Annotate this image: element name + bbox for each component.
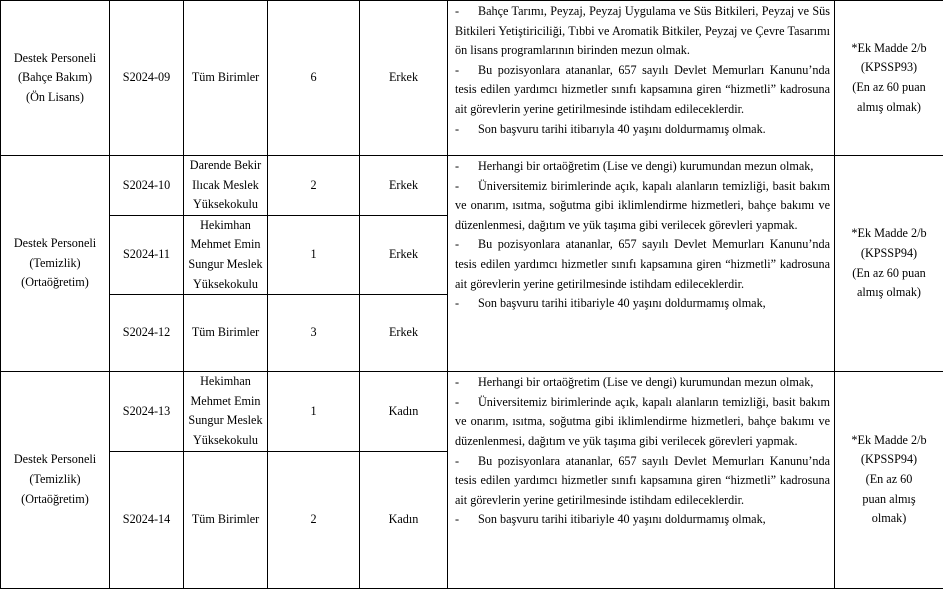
table-row [1,1,943,156]
requirement-item: - Son başvuru tarihi itibariyle 40 yaşını doldurmamış olmak, [455,510,830,530]
position-line: Destek Personeli [3,234,107,254]
requirements-cell [448,372,835,588]
unit-cell [184,295,268,372]
position-line: (Ortaöğretim) [3,490,107,510]
requirement-item: - Herhangi bir ortaöğretim (Lise ve dengi) kurumundan mezun olmak, [455,373,830,393]
requirement-item: - Bu pozisyonlara atananlar, 657 sayılı Devlet Memurları Kanunu’nda tesis edilen yardımcı hizmetler sınıfı kapsamına giren “hizmetli” kadrosuna ait görevlerin yerine getirilmesinde istihdam edileceklerdir. [455,452,830,511]
requirement-text: Son başvuru tarihi itibariyle 40 yaşını doldurmamış olmak, [478,296,766,310]
unit-line: Sungur Meslek [186,411,265,431]
requirement-item: - Bahçe Tarımı, Peyzaj, Peyzaj Uygulama ve Süs Bitkileri, Peyzaj ve Süs Bitkileri Yetiştiriciliği, Tıbbi ve Aromatik Bitkiler, Peyzaj ve Çevre Tasarımı ön lisans programlarının birinden mezun olmak. [455,2,830,61]
requirement-item: - Bu pozisyonlara atananlar, 657 sayılı Devlet Memurları Kanunu’nda tesis edilen yardımcı hizmetler sınıfı kapsamına giren “hizmetli” kadrosuna ait görevlerin yerine getirilmesinde istihdam edileceklerdir. [455,61,830,120]
position-line: (Temizlik) [3,470,107,490]
unit-line: Tüm Birimler [186,323,265,343]
score-line: almış olmak) [837,98,941,118]
position-line: Destek Personeli [3,49,107,69]
code-cell: S2024-14 [110,451,184,588]
unit-line: Hekimhan [186,372,265,392]
requirement-text: Bu pozisyonlara atananlar, 657 sayılı Devlet Memurları Kanunu’nda tesis edilen yardımcı hizmetler sınıfı kapsamına giren “hizmetli” kadrosuna ait görevlerin yerine getirilmesinde istihdam edileceklerdir. [455,454,830,507]
gender-cell: Erkek [360,156,448,216]
gender-cell: Erkek [360,1,448,156]
score-cell [835,156,943,372]
code-cell: S2024-12 [110,295,184,372]
unit-line: Ilıcak Meslek [186,176,265,196]
unit-line: Yüksekokulu [186,195,265,215]
count-cell: 2 [268,451,360,588]
score-line: puan almış [837,490,941,510]
unit-line: Yüksekokulu [186,431,265,451]
position-line: (Ortaöğretim) [3,273,107,293]
position-line: (Ön Lisans) [3,88,107,108]
count-cell: 2 [268,156,360,216]
requirement-text: Herhangi bir ortaöğretim (Lise ve dengi) kurumundan mezun olmak, [478,375,813,389]
count-cell: 1 [268,372,360,451]
requirement-text: Son başvuru tarihi itibarıyla 40 yaşını doldurmamış olmak. [478,122,766,136]
position-cell [1,156,110,372]
score-line: olmak) [837,509,941,529]
score-cell [835,372,943,588]
gender-cell: Kadın [360,451,448,588]
unit-line: Mehmet Emin [186,235,265,255]
requirement-text: Bu pozisyonlara atananlar, 657 sayılı Devlet Memurları Kanunu’nda tesis edilen yardımcı hizmetler sınıfı kapsamına giren “hizmetli” kadrosuna ait görevlerin yerine getirilmesinde istihdam edileceklerdir. [455,63,830,116]
position-line: (Bahçe Bakım) [3,68,107,88]
table-row [1,372,943,451]
gender-cell: Kadın [360,372,448,451]
unit-line: Sungur Meslek [186,255,265,275]
score-line: (En az 60 puan [837,264,941,284]
unit-line: Tüm Birimler [186,510,265,530]
count-cell: 1 [268,215,360,294]
score-line: *Ek Madde 2/b [837,39,941,59]
requirement-item: - Son başvuru tarihi itibariyle 40 yaşını doldurmamış olmak, [455,294,830,314]
requirement-text: Üniversitemiz birimlerinde açık, kapalı alanların temizliği, basit bakım ve onarım, ısıtma, soğutma gibi iklimlendirme hizmetleri, bahçe bakımı ve düzenlenmesi, dağıtım ve yük taşıma gibi verilecek görevleri yapmak. [455,395,830,448]
requirement-text: Herhangi bir ortaöğretim (Lise ve dengi) kurumundan mezun olmak, [478,159,813,173]
requirement-text: Son başvuru tarihi itibariyle 40 yaşını doldurmamış olmak, [478,512,766,526]
score-line: (KPSSP94) [837,244,941,264]
score-line: (KPSSP93) [837,58,941,78]
table-row [1,156,943,216]
unit-line: Yüksekokulu [186,275,265,295]
unit-cell [184,156,268,216]
count-cell: 3 [268,295,360,372]
unit-line: Tüm Birimler [186,68,265,88]
requirement-item: - Üniversitemiz birimlerinde açık, kapalı alanların temizliği, basit bakım ve onarım, ısıtma, soğutma gibi iklimlendirme hizmetleri, bahçe bakımı ve düzenlenmesi, dağıtım ve yük taşıma gibi verilecek görevleri yapmak. [455,393,830,452]
requirement-item: - Herhangi bir ortaöğretim (Lise ve dengi) kurumundan mezun olmak, [455,157,830,177]
position-line: Destek Personeli [3,450,107,470]
score-line: (En az 60 [837,470,941,490]
score-line: (En az 60 puan [837,78,941,98]
unit-line: Darende Bekir [186,156,265,176]
unit-cell [184,1,268,156]
requirements-cell [448,156,835,372]
requirement-item: - Son başvuru tarihi itibarıyla 40 yaşını doldurmamış olmak. [455,120,830,140]
code-cell: S2024-10 [110,156,184,216]
score-line: *Ek Madde 2/b [837,431,941,451]
position-cell [1,372,110,588]
count-cell: 6 [268,1,360,156]
requirement-text: Üniversitemiz birimlerinde açık, kapalı alanların temizliği, basit bakım ve onarım, ısıtma, soğutma gibi iklimlendirme hizmetleri, bahçe bakımı ve düzenlenmesi, dağıtım ve yük taşıma gibi verilecek görevleri yapmak. [455,179,830,232]
score-cell [835,1,943,156]
unit-line: Hekimhan [186,216,265,236]
code-cell: S2024-11 [110,215,184,294]
gender-cell: Erkek [360,215,448,294]
requirement-item: - Üniversitemiz birimlerinde açık, kapalı alanların temizliği, basit bakım ve onarım, ısıtma, soğutma gibi iklimlendirme hizmetleri, bahçe bakımı ve düzenlenmesi, dağıtım ve yük taşıma gibi verilecek görevleri yapmak. [455,177,830,236]
code-cell: S2024-13 [110,372,184,451]
requirements-cell [448,1,835,156]
requirement-item: - Bu pozisyonlara atananlar, 657 sayılı Devlet Memurları Kanunu’nda tesis edilen yardımcı hizmetler sınıfı kapsamına giren “hizmetli” kadrosuna ait görevlerin yerine getirilmesinde istihdam edileceklerdir. [455,235,830,294]
position-line: (Temizlik) [3,254,107,274]
unit-cell [184,372,268,451]
score-line: almış olmak) [837,283,941,303]
unit-cell [184,215,268,294]
gender-cell: Erkek [360,295,448,372]
unit-line: Mehmet Emin [186,392,265,412]
score-line: *Ek Madde 2/b [837,224,941,244]
score-line: (KPSSP94) [837,450,941,470]
position-cell [1,1,110,156]
unit-cell [184,451,268,588]
code-cell: S2024-09 [110,1,184,156]
requirement-text: Bahçe Tarımı, Peyzaj, Peyzaj Uygulama ve Süs Bitkileri, Peyzaj ve Süs Bitkileri Yetiştiriciliği, Tıbbi ve Aromatik Bitkiler, Peyzaj ve Çevre Tasarımı ön lisans programlarının birinden mezun olmak. [455,4,830,57]
requirement-text: Bu pozisyonlara atananlar, 657 sayılı Devlet Memurları Kanunu’nda tesis edilen yardımcı hizmetler sınıfı kapsamına giren “hizmetli” kadrosuna ait görevlerin yerine getirilmesinde istihdam edileceklerdir. [455,237,830,290]
